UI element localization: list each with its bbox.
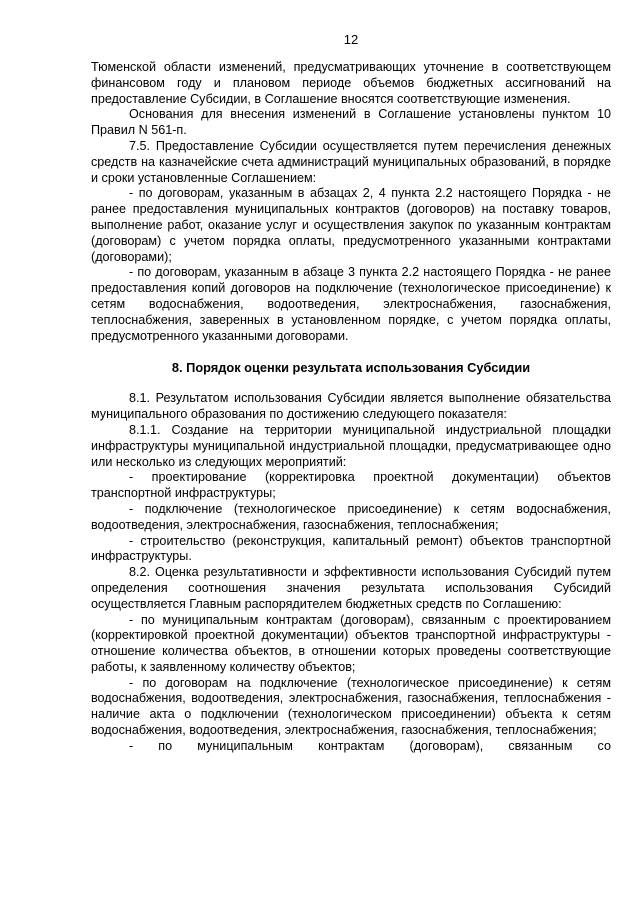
page-number: 12 — [343, 32, 359, 47]
list-item-connection-agreements: - по договорам на подключение (технологическое присоединение) к сетям водоснабжения, водоотведения, электроснабжения, газоснабжения, теплоснабжения - наличие акта о подключении (технологическом присоединении) объекта к сетям водоснабжения, водоотведения, электроснабжения, газоснабжения, теплоснабжения; — [91, 675, 611, 738]
document-page — [91, 0, 611, 905]
paragraph-basis-for-changes: Основания для внесения изменений в Соглашение установлены пунктом 10 Правил N 561-п. — [91, 107, 611, 138]
list-item-design: - проектирование (корректировка проектной документации) объектов транспортной инфраструктуры; — [91, 470, 611, 501]
paragraph-8-1: 8.1. Результатом использования Субсидии является выполнение обязательства муниципального образования по достижению следующего показателя: — [91, 391, 611, 422]
list-item-construction: - строительство (реконструкция, капитальный ремонт) объектов транспортной инфраструктуры. — [91, 533, 611, 564]
list-item-design-contracts: - по муниципальным контрактам (договорам), связанным с проектированием (корректировкой проектной документации) объектов транспортной инфраструктуры - отношение количества объектов, в отношении которых проведены соответствующие работы, к заявленному количеству объектов; — [91, 612, 611, 674]
paragraph-8-1-1: 8.1.1. Создание на территории муниципальной индустриальной площадки инфраструктуры муниципальной индустриальной площадки, предусматривающее одно или несколько из следующих мероприятий: — [91, 422, 611, 469]
list-item-contracts: - по договорам, указанным в абзацах 2, 4 пункта 2.2 настоящего Порядка - не ранее предоставления муниципальных контрактов (договоров) на поставку товаров, выполнение работ, оказание услуг и осуществления закупок по указанным контрактам (договорам) с учетом порядка оплаты, предусмотренного указанными контрактами (договорами); — [91, 186, 611, 264]
paragraph-7-5: 7.5. Предоставление Субсидии осуществляется путем перечисления денежных средств на казначейские счета администраций муниципальных образований, в порядке и сроки установленные Соглашением: — [91, 138, 611, 185]
list-item-connection-contracts: - по договорам, указанным в абзаце 3 пункта 2.2 настоящего Порядка - не ранее предоставления копий договоров на подключение (технологическое присоединение) к сетям водоснабжения, водоотведения, электроснабжения, газоснабжения, теплоснабжения, заверенных в установленном порядке, с учетом порядка оплаты, предусмотренного указанными договорами. — [91, 265, 611, 343]
paragraph-8-2: 8.2. Оценка результативности и эффективности использования Субсидий путем определения соотношения значения результата использования Субсидий осуществляется Главным распорядителем бюджетных средств по Соглашению: — [91, 565, 611, 611]
section-heading: 8. Порядок оценки результата использования Субсидии — [171, 360, 531, 376]
document-body — [91, 60, 611, 755]
paragraph-continuation: Тюменской области изменений, предусматривающих уточнение в соответствующем финансовом году и плановом периоде объемов бюджетных ассигнований на предоставление Субсидии, в Соглашение вносятся соответствующие изменения. — [91, 60, 611, 106]
list-item-connection: - подключение (технологическое присоединение) к сетям водоснабжения, водоотведения, электроснабжения, газоснабжения, теплоснабжения; — [91, 501, 611, 532]
list-item-continued: - по муниципальным контрактам (договорам), связанным со — [129, 738, 611, 753]
